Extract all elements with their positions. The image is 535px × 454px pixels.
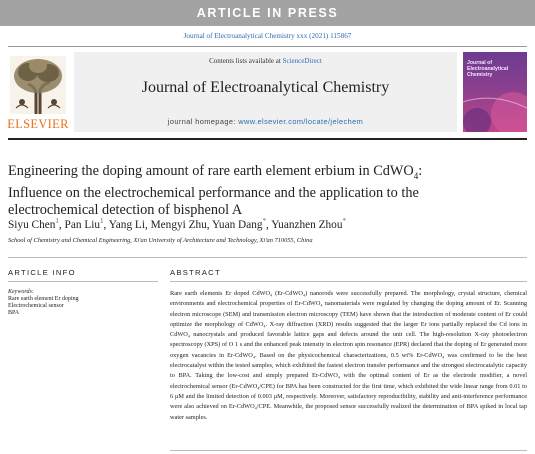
author-separator: , (266, 218, 272, 231)
divider (8, 281, 158, 282)
elsevier-wordmark: ELSEVIER (7, 117, 69, 131)
citation-link[interactable]: Journal of Electroanalytical Chemistry xxx (2021) 115867 (183, 32, 352, 40)
title-line-2: Influence on the electrochemical performance and the application to the (8, 184, 419, 201)
contents-available-line (74, 57, 457, 65)
divider (8, 46, 527, 47)
cover-title: Journal of Electroanalytical Chemistry (467, 60, 509, 78)
title-line-3: electrochemical detection of bisphenol A (8, 201, 243, 218)
keyword: BPA (8, 310, 20, 316)
article-title (8, 163, 528, 219)
author-name[interactable]: Yuan Dang (212, 218, 263, 231)
author-affiliation-mark[interactable]: * (342, 217, 346, 225)
keyword: Rare earth element Er doping (8, 296, 79, 302)
journal-title: Journal of Electroanalytical Chemistry (141, 79, 390, 96)
divider (170, 281, 527, 282)
header-divider (8, 138, 527, 140)
title-line-1: Engineering the doping amount of rare earth element erbium in CdWO$_4$: (8, 163, 423, 181)
article-info-heading: ARTICLE INFO (8, 268, 76, 277)
author-separator: , (58, 218, 65, 231)
divider (8, 257, 527, 258)
journal-homepage-line (74, 117, 457, 126)
journal-homepage-link[interactable]: www.elsevier.com/locate/jelechem (238, 117, 364, 126)
author-name[interactable]: Yang Li (108, 218, 145, 231)
contents-prefix: Contents lists available at (209, 57, 283, 65)
journal-cover-thumbnail[interactable] (463, 52, 527, 132)
author-affiliation-mark[interactable]: 1 (55, 217, 59, 225)
author-separator: , (144, 218, 151, 231)
abstract-heading: ABSTRACT (170, 268, 221, 277)
author-name[interactable]: Pan Liu (64, 218, 101, 231)
sciencedirect-link[interactable]: ScienceDirect (282, 57, 322, 65)
author-name[interactable]: Yuanzhen Zhou (271, 218, 343, 231)
keyword: Electrochemical sensor (8, 303, 64, 309)
banner-label: ARTICLE IN PRESS (196, 6, 339, 20)
author-list (8, 217, 528, 231)
author-separator: , (206, 218, 213, 231)
author-separator: , (103, 218, 109, 231)
homepage-prefix: journal homepage: (167, 117, 239, 126)
author-name[interactable]: Mengyi Zhu (150, 218, 207, 231)
author-affiliation-mark[interactable]: 1 (100, 217, 104, 225)
keywords-label: Keywords: (8, 289, 34, 295)
elsevier-tree-icon (10, 56, 66, 114)
author-affiliation-mark[interactable]: * (262, 217, 267, 225)
author-name[interactable]: Siyu Chen (8, 218, 56, 231)
divider (170, 450, 527, 451)
article-in-press-banner (0, 0, 535, 26)
affiliation: School of Chemistry and Chemical Engineering, Xi'an University of Architecture and Technology, Xi'an 710055, China (8, 237, 313, 244)
abstract-text: Rare earth elements Er doped CdWO₄ (Er-CdWO₄) nanorods were successfully prepared. The morphology, crystal structure, chemical environments and electrochemical properties of Er-CdWO₄ nanomaterials were regulated by changing the doping amount of Er. Scanning electron microscope (SEM) and transmission electron microscopy (TEM) have shown that the introduction of moderate content of Er could optimize the morphology of CdWO₄. X-ray diffraction (XRD) results suggested that the larger Er ions partially replaced the Cd ions in CdWO₄ nanocrystals and produced favorable lattice gaps and defects around the unit cell. The high-resolution X-ray photoelectron spectroscopy (XPS) of O 1 s and the enhanced peak intensity in electron spin resonance (EPR) declared that the doping of Er generated more oxygen vacancies in Er-CdWO₄. Based on the physicochemical characterizations, 0.5 wt% Er-CdWO₄ was confirmed to be the best electrocatalyst within the tested samples, which exhibited the fastest electron transfer performance and the strongest electrocatalytic capacity to BPA. Taking the low-cost and simply prepared Er-CdWO₄ with the optimal content of Er as the electrode modifier, a novel electrochemical sensor (Er-CdWO₄/CPE) for BPA has been constructed for the first time, which exhibited the wide linear range from 0.01 to 6 μM and the limited detection of 0.003 μM, respectively. Moreover, satisfactory reproducibility, stability and anti-interference performance were also achieved on Er-CdWO₄/CPE. Meanwhile, the proposed sensor successfully realized the determination of BPA spiked in local tap water samples. (170, 290, 527, 421)
